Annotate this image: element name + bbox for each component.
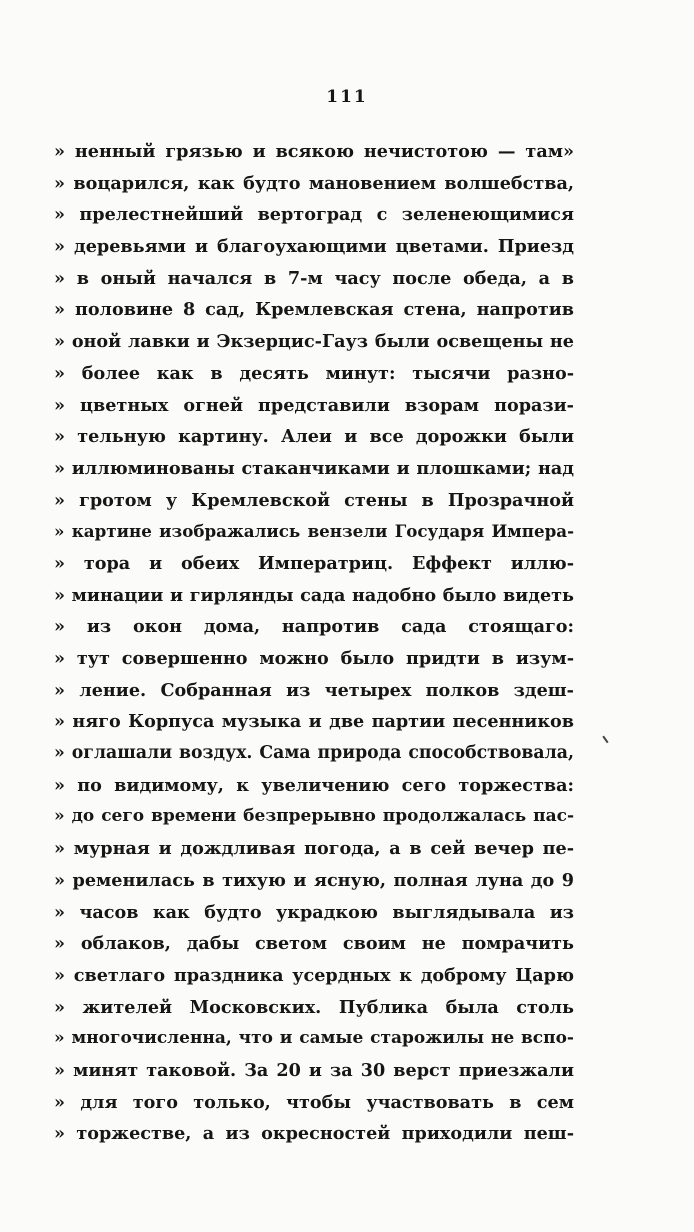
text-line: » светлаго праздника усердных к доброму Царю xyxy=(54,964,574,986)
text-line: » в оный начался в 7-м часу после обеда, а в xyxy=(54,267,574,289)
body-text xyxy=(54,136,574,1150)
text-line: » облаков, дабы светом своим не помрачить xyxy=(54,933,574,955)
text-line: » деревьями и благоухающими цветами. Приезд xyxy=(54,236,574,258)
text-line: » мурная и дождливая погода, а в сей вечер пе- xyxy=(54,838,574,860)
text-line: » по видимому, к увеличению сего торжества: xyxy=(54,774,574,796)
text-line: » гротом у Кремлевской стены в Прозрачной xyxy=(54,489,574,511)
text-line: » оглашали воздух. Сама природа способствовала, xyxy=(54,743,574,764)
text-line: » тора и обеих Императриц. Еффект иллю- xyxy=(54,552,574,574)
text-line: » цветных огней представили взорам порази- xyxy=(54,394,574,416)
text-line: » картине изображались вензели Государя Импера- xyxy=(54,521,574,542)
text-line: » няго Корпуса музыка и две партии песенников xyxy=(54,711,574,733)
page-number: 111 xyxy=(326,87,368,107)
text-line: » более как в десять минут: тысячи разно- xyxy=(54,362,574,384)
text-line: » часов как будто украдкою выглядывала из xyxy=(54,901,574,923)
text-line: » тельную картину. Алеи и все дорожки были xyxy=(54,426,574,448)
text-line: » многочисленна, что и самые старожилы не вспо- xyxy=(54,1028,574,1049)
stray-ink-mark xyxy=(602,733,612,744)
text-line: » половине 8 сад, Кремлевская стена, напротив xyxy=(54,299,574,321)
text-line: » до сего времени безпрерывно продолжалась пас- xyxy=(54,806,574,827)
text-line: » торжестве, а из окресностей приходили пеш- xyxy=(54,1123,574,1145)
text-line: » оной лавки и Экзерцис-Гауз были освещены не xyxy=(54,331,574,353)
text-line: » жителей Московских. Публика была столь xyxy=(54,996,574,1018)
text-line: » прелестнейший вертоград с зеленеющимися xyxy=(54,204,574,226)
text-line: » ление. Собранная из четырех полков здеш- xyxy=(54,679,574,701)
text-line: » ременилась в тихую и ясную, полная луна до 9 xyxy=(54,869,574,891)
text-line: » минации и гирлянды сада надобно было видеть xyxy=(54,584,574,606)
text-line: » минят таковой. За 20 и за 30 верст приезжали xyxy=(54,1059,574,1081)
text-line: » ненный грязью и всякою нечистотою — там» xyxy=(54,141,574,162)
text-line: » из окон дома, напротив сада стоящаго: xyxy=(54,616,574,638)
text-line: » тут совершенно можно было придти в изум- xyxy=(54,648,574,669)
text-line: » воцарился, как будто мановением волшебства, xyxy=(54,172,574,194)
text-line: » иллюминованы стаканчиками и плошками; над xyxy=(54,457,574,479)
text-line: » для того только, чтобы участвовать в сем xyxy=(54,1091,574,1113)
